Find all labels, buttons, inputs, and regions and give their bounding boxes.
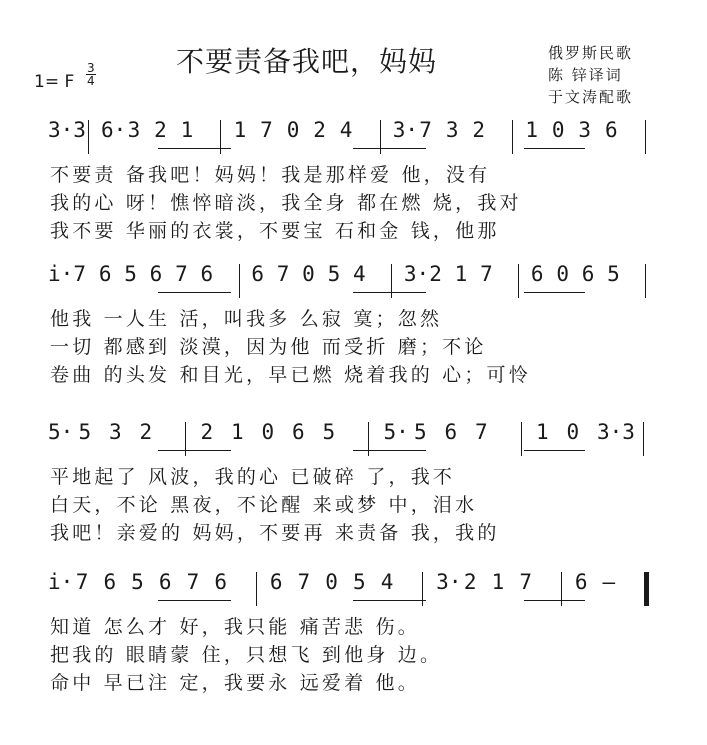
note: 3· — [436, 570, 462, 594]
note: 6 — [530, 262, 544, 286]
beam-line — [524, 292, 585, 293]
note: 6 — [269, 570, 283, 594]
time-signature — [86, 62, 96, 87]
note: 1 — [525, 118, 539, 142]
lyric-line: 一切 都感到 淡漠，因为他 而受折 磨；不论 — [50, 336, 487, 358]
song-title: 不要责备我吧，妈妈 — [176, 45, 438, 78]
note: 5 — [124, 262, 137, 286]
note: 3·3 — [48, 118, 86, 142]
beam-line — [158, 148, 231, 149]
credit-translator: 陈 锌译词 — [548, 66, 623, 84]
note: 5 — [131, 570, 144, 594]
note: 7 — [73, 262, 87, 286]
note: 2 — [463, 570, 477, 594]
bar-line — [88, 120, 89, 154]
note: 7 — [186, 570, 200, 594]
note: 0 — [551, 118, 565, 142]
lyric-line: 我的心 呀！憔悴暗淡，我全身 都在燃 烧，我对 — [50, 192, 522, 214]
note: 7 — [297, 570, 311, 594]
note: 7 — [276, 262, 290, 286]
beam-line — [353, 148, 426, 149]
time-signature-top: 3 — [87, 61, 95, 75]
credit-origin: 俄罗斯民歌 — [548, 44, 634, 62]
note: 5 — [327, 262, 341, 286]
note: 3· — [403, 262, 430, 286]
note: 1 — [233, 118, 247, 142]
beam-line — [353, 292, 426, 293]
note: 4 — [380, 570, 394, 594]
note: 6 — [149, 262, 163, 286]
bar-line — [518, 264, 519, 298]
note: 4 — [353, 262, 366, 286]
note: 3·3 — [597, 420, 635, 444]
note: 2 — [429, 262, 442, 286]
bar-line — [645, 264, 646, 298]
lyric-line: 他我 一人生 活，叫我多 么寂 寞；忽然 — [50, 308, 443, 330]
note: 6 — [251, 262, 264, 286]
note: 6 — [103, 570, 117, 594]
note: 2 — [139, 420, 153, 444]
beam-line — [353, 450, 426, 451]
note: 7 — [260, 118, 273, 142]
beam-line — [524, 450, 585, 451]
note: 5 — [414, 420, 427, 444]
note: 0 — [261, 420, 275, 444]
note: 6 — [292, 420, 305, 444]
note: 6 — [158, 570, 172, 594]
note: 5 — [322, 420, 336, 444]
lyric-line: 把我的 眼睛蒙 住，只想飞 到他身 边。 — [50, 644, 443, 666]
bar-line — [239, 264, 240, 298]
note: 6 — [581, 262, 595, 286]
beam-line — [524, 148, 585, 149]
note: 1 — [180, 118, 194, 142]
beam-line — [158, 450, 231, 451]
beam-line — [158, 600, 231, 601]
lyric-line: 知道 怎么才 好，我只能 痛苦悲 伤。 — [50, 616, 420, 638]
note: 7 — [75, 570, 89, 594]
note: 6 — [214, 570, 228, 594]
note: 0 — [556, 262, 569, 286]
note: 3 — [445, 118, 459, 142]
note: 1 — [491, 570, 505, 594]
credit-arranger: 于文涛配歌 — [548, 88, 634, 106]
note: 0 — [325, 570, 338, 594]
note: 4 — [339, 118, 353, 142]
note: i· — [48, 262, 74, 286]
note: 1 — [536, 420, 549, 444]
beam-line — [158, 292, 231, 293]
lyric-line: 卷曲 的头发 和目光，早已燃 烧着我的 心；可怜 — [50, 364, 531, 386]
note: 7 — [480, 262, 493, 286]
note: 1 — [231, 420, 244, 444]
note: 3· — [392, 118, 419, 142]
lyric-line: 不要责 备我吧！妈妈！我是那样爱 他，没有 — [50, 164, 491, 186]
note: 7 — [419, 118, 432, 142]
note: 2 — [154, 118, 167, 142]
lyric-line: 白天，不论 黑夜，不论醒 来或梦 中，泪水 — [50, 494, 478, 516]
note: 5 — [607, 262, 620, 286]
lyric-line: 我吧！亲爱的 妈妈，不要再 来责备 我，我的 — [50, 522, 500, 544]
bar-line — [521, 422, 522, 456]
note: 1 — [454, 262, 468, 286]
note: 7 — [519, 570, 533, 594]
note: 3 — [578, 118, 592, 142]
bar-line — [645, 120, 646, 154]
lyric-line: 平地起了 风波，我的心 已破碎 了，我不 — [50, 466, 456, 488]
note: 7 — [175, 262, 188, 286]
note: 5 — [78, 420, 92, 444]
notation-line — [48, 262, 668, 302]
note: 0 — [302, 262, 315, 286]
note: 7 — [475, 420, 488, 444]
bar-line — [256, 572, 257, 606]
note: 2 — [200, 420, 214, 444]
beam-line — [524, 600, 585, 601]
lyric-line: 命中 早已注 定，我要永 远爱着 他。 — [50, 672, 420, 694]
bar-line — [644, 572, 649, 606]
bar-line — [643, 422, 644, 456]
notation-line — [48, 420, 668, 460]
note: 2 — [472, 118, 485, 142]
note: 6 — [574, 570, 588, 594]
note: 5· — [48, 420, 74, 444]
beam-line — [353, 600, 426, 601]
note: 3 — [109, 420, 122, 444]
notation-line — [48, 118, 668, 158]
note: — — [602, 570, 616, 594]
note: 6 — [444, 420, 458, 444]
note: 5· — [383, 420, 409, 444]
notation-line — [48, 570, 668, 610]
note: 2 — [313, 118, 326, 142]
note: 0 — [566, 420, 580, 444]
note: 3 — [127, 118, 141, 142]
note: 5 — [353, 570, 366, 594]
note: 6 — [200, 262, 214, 286]
time-signature-bottom: 4 — [87, 74, 95, 88]
note: 6 — [98, 262, 112, 286]
note: 6 — [604, 118, 618, 142]
lyric-line: 我不要 华丽的衣裳，不要宝 石和金 钱，他那 — [50, 220, 500, 242]
note: i· — [48, 570, 74, 594]
note: 0 — [286, 118, 300, 142]
key-signature: 1= F — [34, 72, 75, 92]
note: 6· — [101, 118, 127, 142]
bar-line — [512, 120, 513, 154]
